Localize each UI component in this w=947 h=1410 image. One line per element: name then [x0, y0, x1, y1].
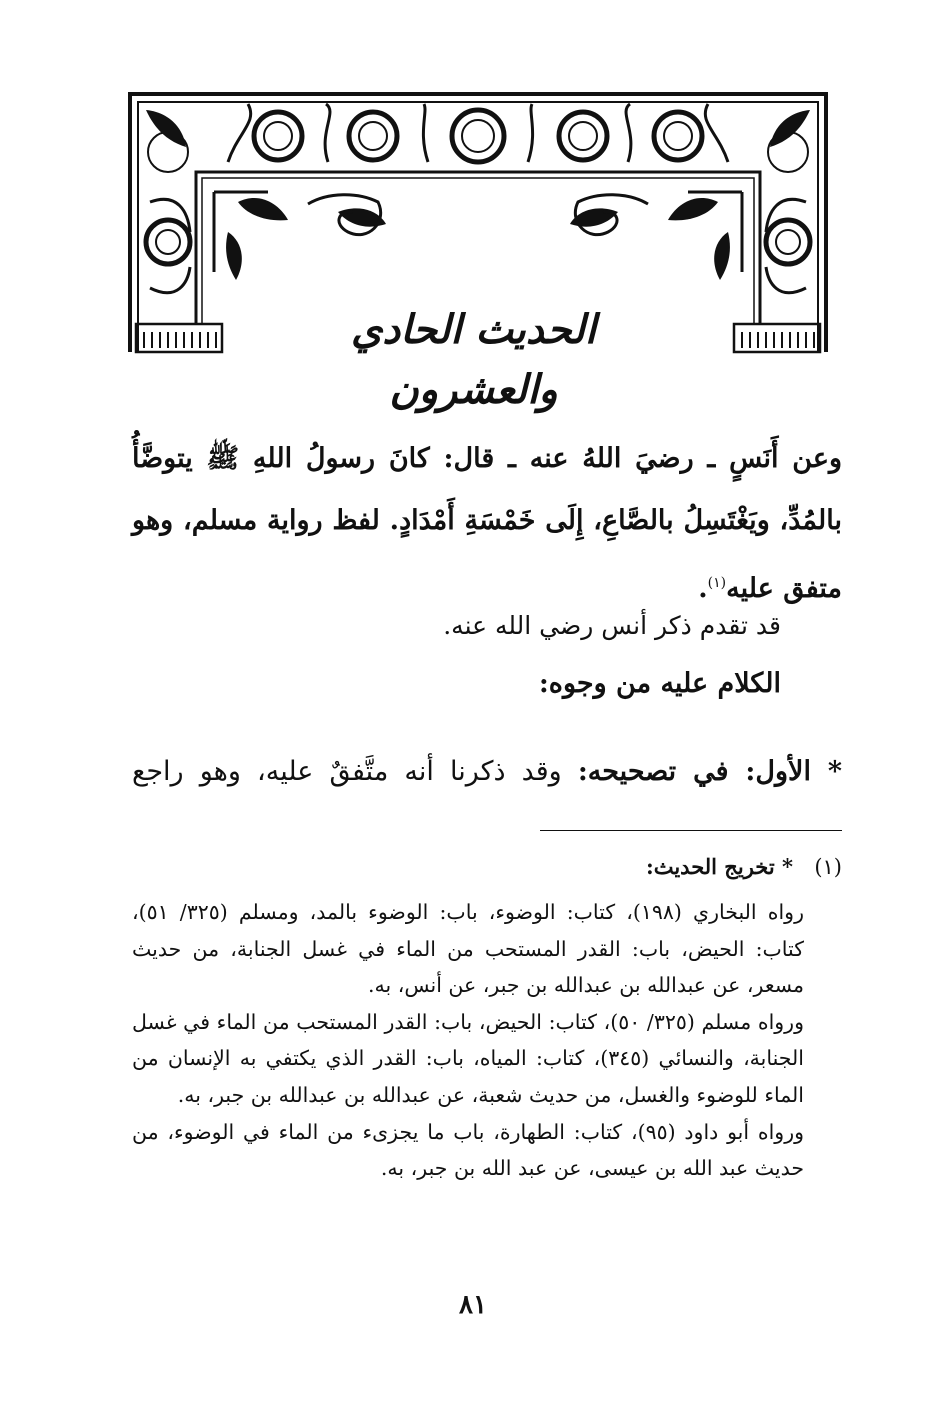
footnote-marker: (١): [707, 575, 727, 591]
section-heading: الكلام عليه من وجوه:: [538, 668, 781, 699]
footnote-paragraph: رواه البخاري (١٩٨)، كتاب: الوضوء، باب: الوضوء بالمد، ومسلم (٣٢٥/ ٥١)، كتاب: الحيض، باب: القدر المستحب من الماء في غسل الجنابة، من حديث مسعر، عن عبدالله بن عبدالله بن جبر، عن أنس، به.: [132, 900, 804, 998]
footnote-heading-line: [500, 850, 842, 884]
intro-line: قد تقدم ذكر أنس رضي الله عنه.: [443, 611, 781, 640]
page-number: ٨١: [459, 1290, 487, 1320]
chapter-title: الحديث الحادي والعشرون: [351, 306, 596, 413]
footnote-paragraph: ورواه أبو داود (٩٥)، كتاب: الطهارة، باب ما يجزىء من الماء في الوضوء، من حديث عبد الله بن عيسى، عن عبد الله بن جبر، به.: [132, 1119, 804, 1181]
hadith-text: وعن أَنَسٍ ـ رضيَ اللهُ عنه ـ قال: كانَ رسولُ اللهِ ﷺ يتوضَّأُ بالمُدِّ، ويَغْتَسِلُ بالصَّاعِ، إِلَى خَمْسَةِ أَمْدَادٍ. لفظ رواية مسلم، وهو متفق عليه: [132, 443, 842, 604]
first-point-label: * الأول: في تصحيحه:: [577, 756, 842, 787]
hadith-text-block: [132, 428, 842, 620]
first-point-line: [132, 752, 842, 792]
footnote-paragraph: ورواه مسلم (٣٢٥/ ٥٠)، كتاب: الحيض، باب: القدر المستحب من الماء في غسل الجنابة، والنسائي (٣٤٥)، كتاب: المياه، باب: القدر الذي يكتفي به الإنسان من الماء للوضوء والغسل، من حديث شعبة، عن عبدالله بن عبدالله بن جبر، به.: [132, 1009, 804, 1107]
footnote-number: (١): [814, 855, 842, 879]
footnote-body: [132, 894, 804, 1187]
first-point-text: وقد ذكرنا أنه متَّفقٌ عليه، وهو راجع: [132, 756, 562, 787]
footnote-heading: * تخريج الحديث:: [645, 854, 793, 879]
hadith-end: .: [698, 573, 708, 604]
footnote-separator: [540, 830, 842, 831]
